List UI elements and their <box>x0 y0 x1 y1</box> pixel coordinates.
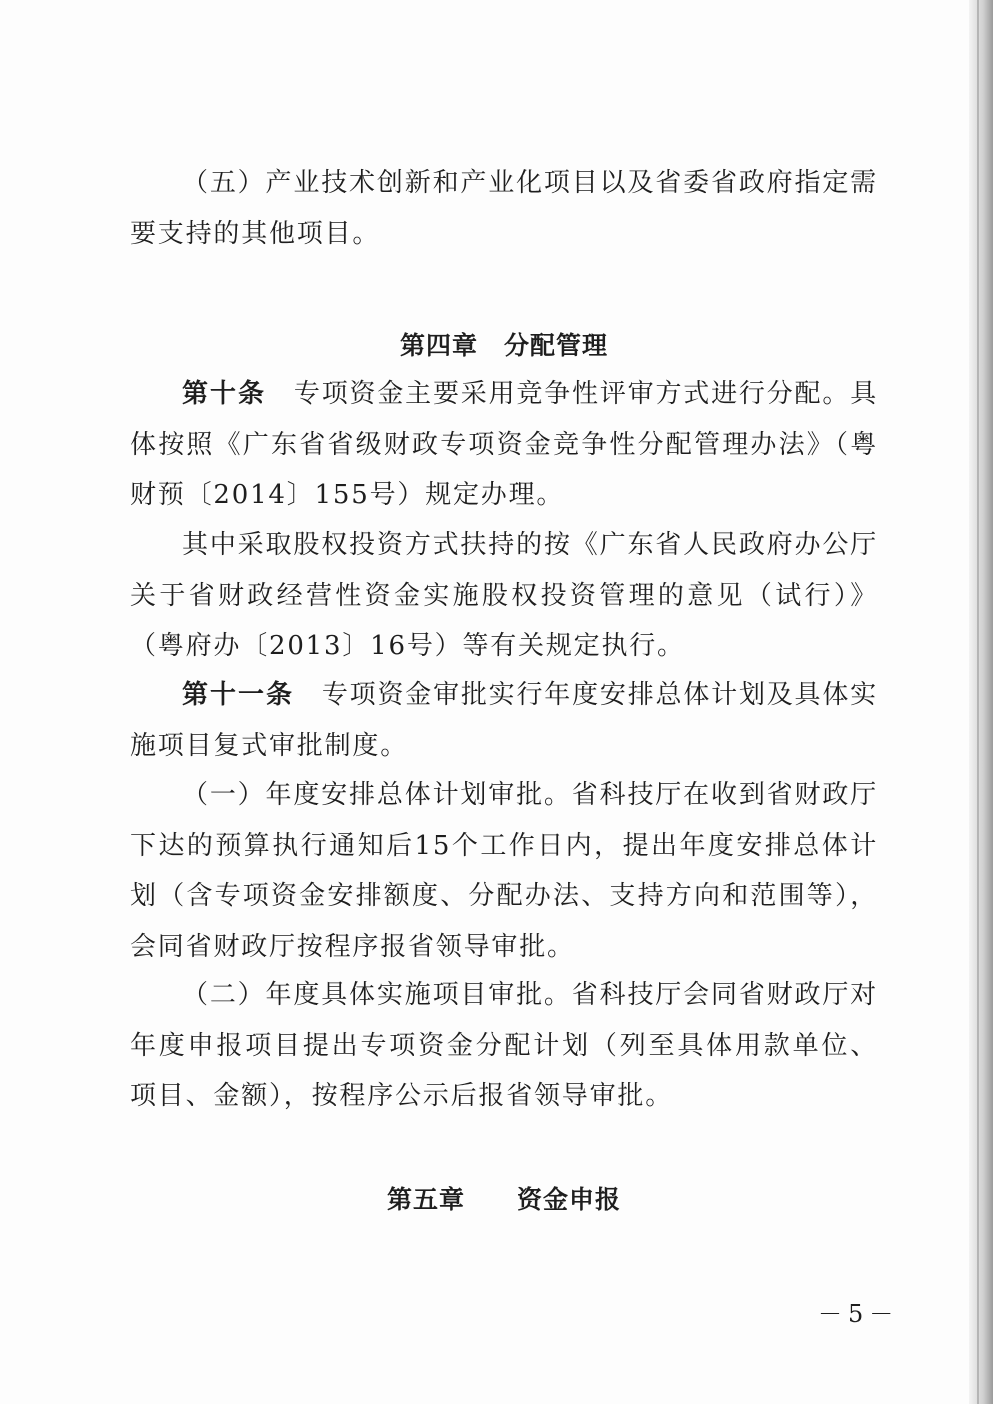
paragraph-item-1: （一）年度安排总体计划审批。省科技厅在收到省财政厅下达的预算执行通知后15个工作日内，提出年度安排总体计划（含专项资金安排额度、分配办法、支持方向和范围等），会同省财政厅按程序报省领导审批。 <box>130 780 878 962</box>
chapter-5-title: 第五章 资金申报 <box>386 1185 621 1214</box>
article-10-paragraph <box>130 369 878 521</box>
paragraph-item-5: （五）产业技术创新和产业化项目以及省委省政府指定需要支持的其他项目。 <box>130 168 878 249</box>
article-10-label: 第十条 <box>182 379 267 409</box>
article-10-body: 专项资金主要采用竞争性评审方式进行分配。具体按照《广东省省级财政专项资金竞争性分配管理办法》（粤财预〔2014〕155号）规定办理。 <box>130 379 878 510</box>
chapter-4-title: 第四章 分配管理 <box>399 331 608 360</box>
paragraph-item-2: （二）年度具体实施项目审批。省科技厅会同省财政厅对年度申报项目提出专项资金分配计划（列至具体用款单位、项目、金额），按程序公示后报省领导审批。 <box>130 980 878 1111</box>
article-11-body: 专项资金审批实行年度安排总体计划及具体实施项目复式审批制度。 <box>130 680 878 761</box>
article-11-paragraph <box>130 670 878 771</box>
paragraph-equity-investment: 其中采取股权投资方式扶持的按《广东省人民政府办公厅关于省财政经营性资金实施股权投资管理的意见（试行）》（粤府办〔2013〕16号）等有关规定执行。 <box>130 530 878 661</box>
scan-edge-line <box>977 0 979 1404</box>
page-number: －5－ <box>818 1300 900 1328</box>
article-11-label: 第十一条 <box>182 680 295 710</box>
scan-edge-shadow <box>969 0 993 1404</box>
